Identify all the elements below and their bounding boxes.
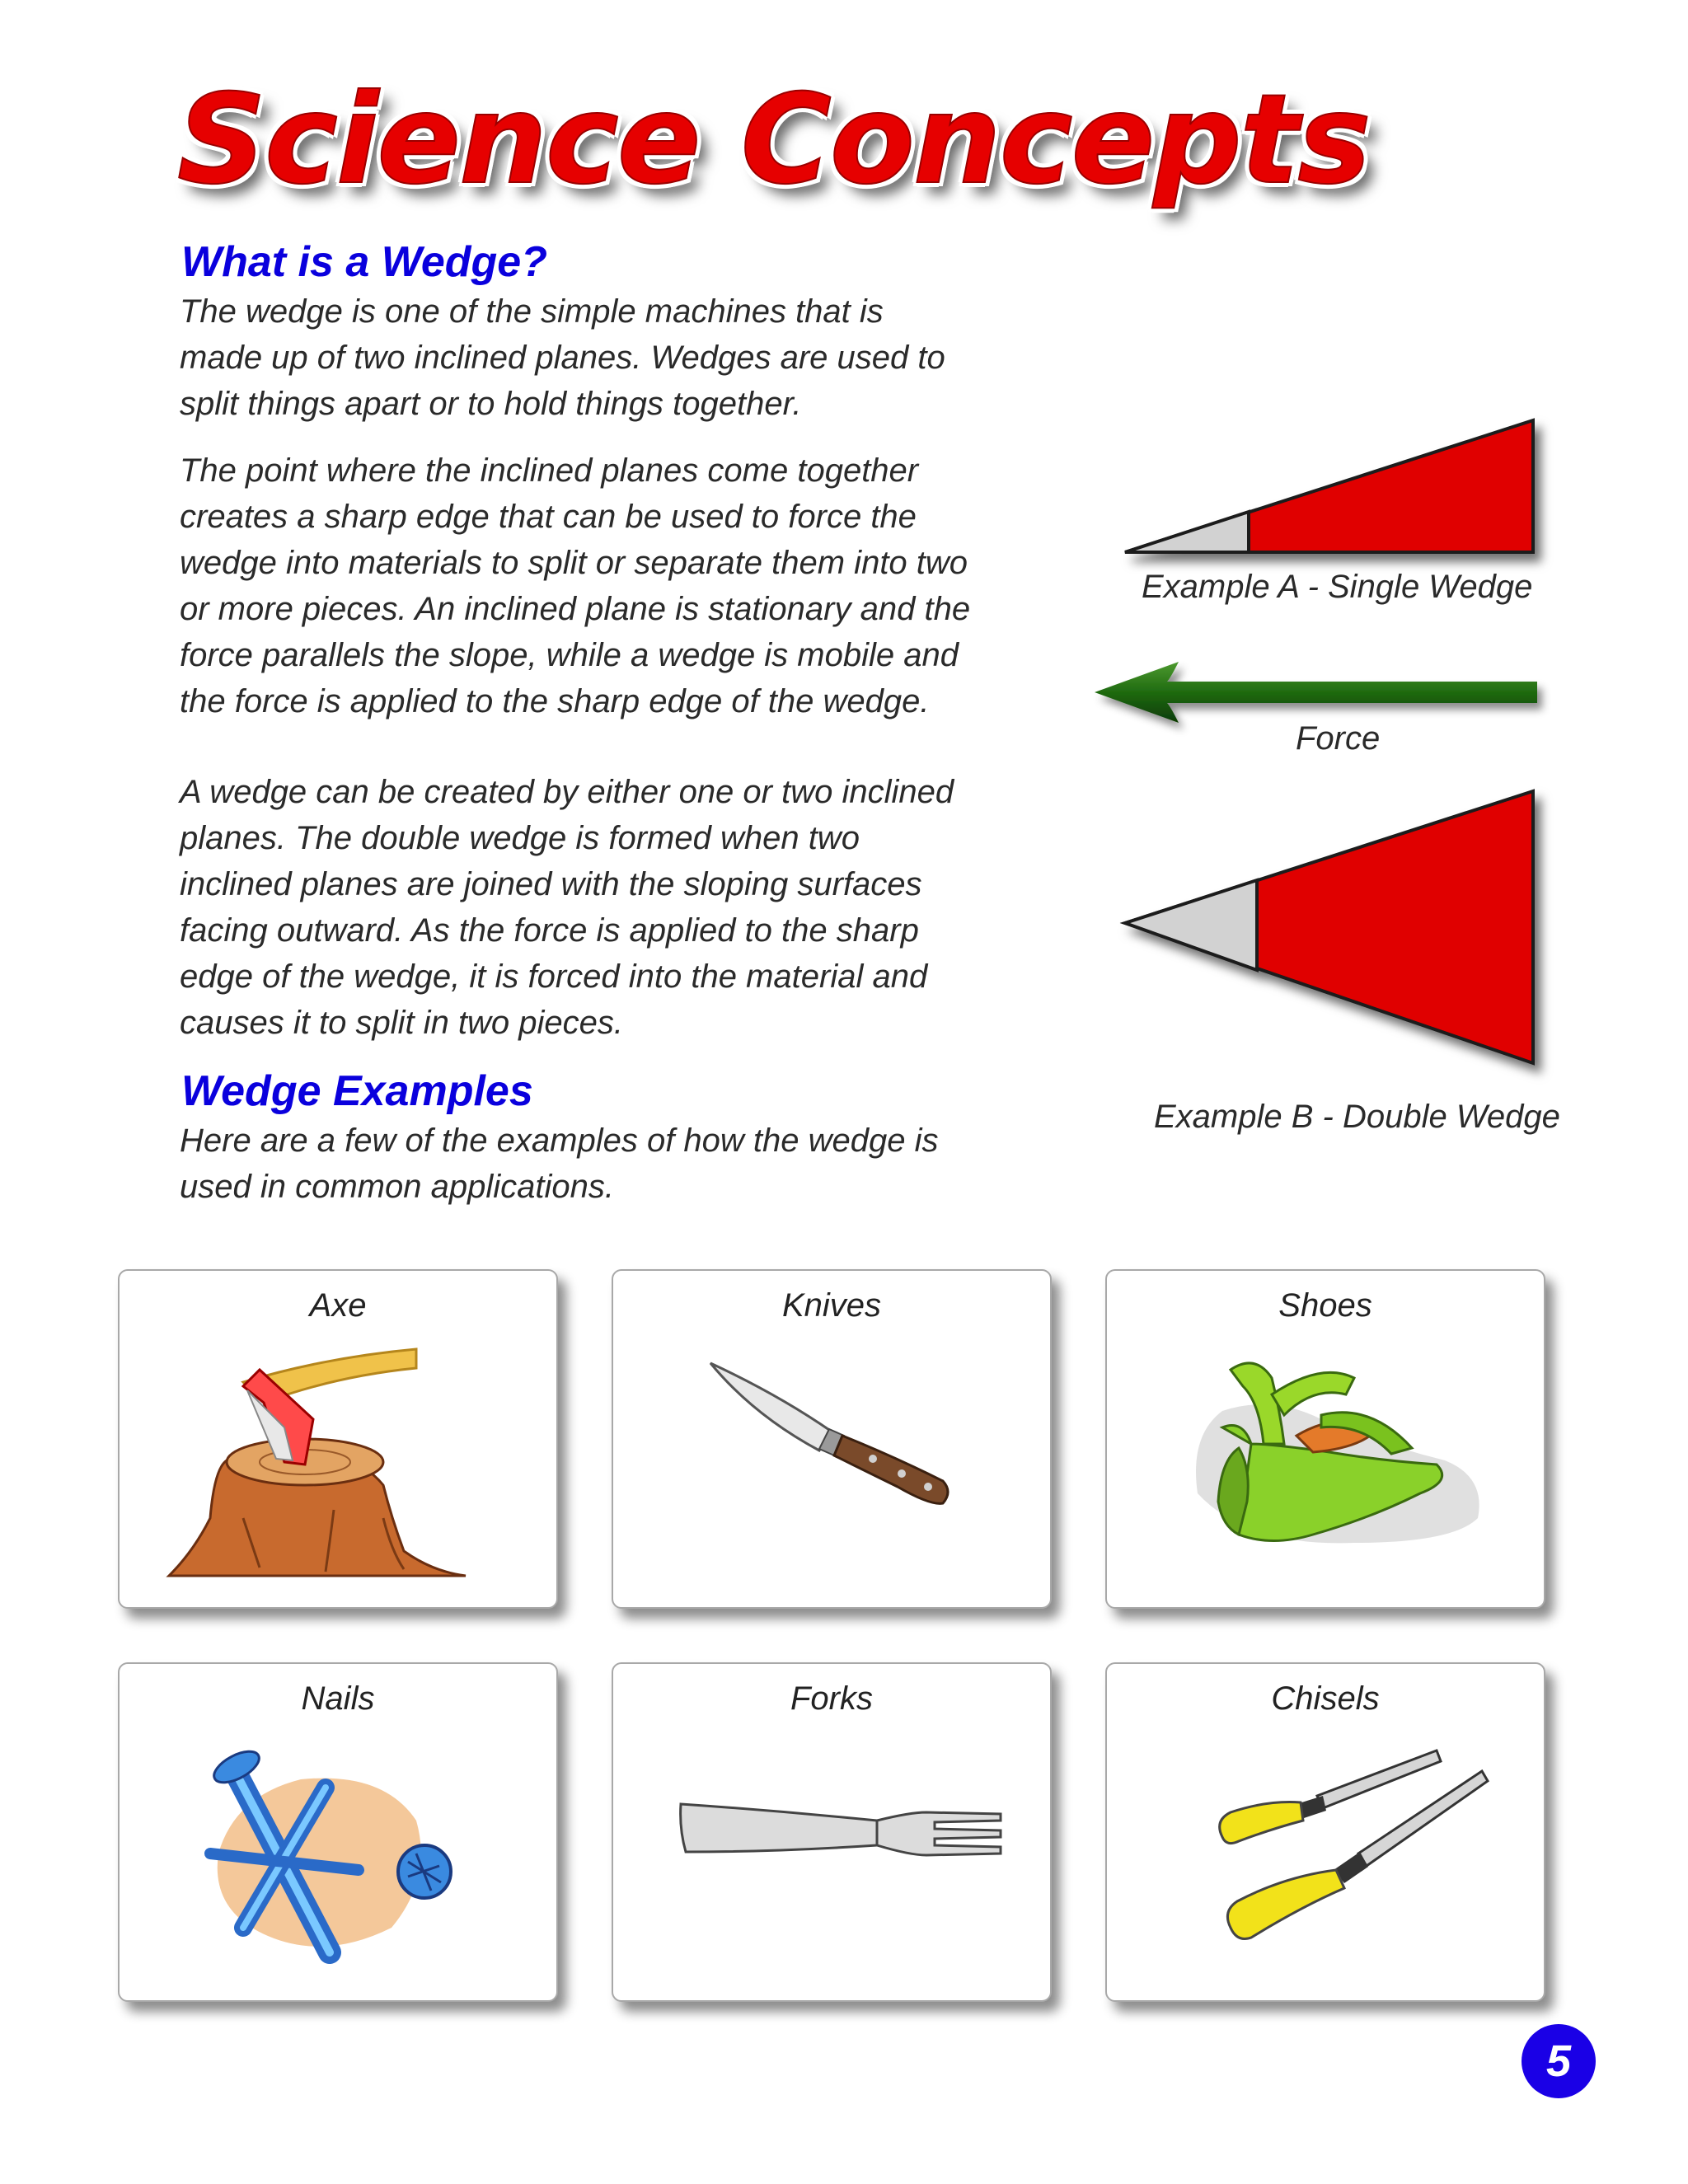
example-card-chisels: [1105, 1662, 1545, 2002]
example-card-shoes: [1105, 1269, 1545, 1609]
axe-icon: [120, 1271, 560, 1610]
single-wedge-diagram: [1104, 404, 1550, 569]
card-label: Knives: [781, 1287, 882, 1324]
fork-icon: [613, 1664, 1053, 2004]
example-card-nails: [118, 1662, 558, 2002]
wedge-shoe-icon: [1107, 1271, 1547, 1610]
what-is-wedge-heading: What is a Wedge?: [181, 238, 547, 286]
card-label: Shoes: [1278, 1287, 1372, 1324]
page-title: Science Concepts: [177, 68, 1370, 212]
force-caption: Force: [1296, 720, 1381, 757]
example-card-knives: [612, 1269, 1052, 1609]
wedge-examples-heading: Wedge Examples: [181, 1067, 533, 1115]
wedge-examples-intro: Here are a few of the examples of how the wedge is used in common applications.: [180, 1122, 939, 1205]
wedge-edge-paragraph: The point where the inclined planes come together creates a sharp edge that can be used to force the wedge into materials to split or separate them into two or more pieces. An inclined plane is stationary and the force parallels the slope, while a wedge is mobile and the force is applied to the sharp edge of the wedge.: [180, 452, 971, 719]
single-wedge-caption: Example A - Single Wedge: [1142, 569, 1533, 605]
double-wedge-paragraph: A wedge can be created by either one or two inclined planes. The double wedge is formed when two inclined planes are joined with the sloping surfaces facing outward. As the force is applied to the sharp edge of the wedge, it is forced into the material and causes it to split in two pieces.: [180, 774, 954, 1041]
wedge-intro-paragraph: The wedge is one of the simple machines that is made up of two inclined planes. Wedges are used to split things apart or to hold things together.: [180, 293, 945, 422]
double-wedge-diagram: [1104, 779, 1550, 1076]
chisels-icon: [1107, 1664, 1547, 2004]
force-arrow-icon: [1088, 655, 1550, 729]
example-card-forks: [612, 1662, 1052, 2002]
example-card-axe: [118, 1269, 558, 1609]
card-label: Axe: [309, 1287, 367, 1324]
card-label: Forks: [790, 1680, 873, 1717]
card-label: Nails: [301, 1680, 375, 1717]
knife-icon: [613, 1271, 1053, 1610]
nails-icon: [120, 1664, 560, 2004]
double-wedge-caption: Example B - Double Wedge: [1154, 1099, 1560, 1135]
card-label: Chisels: [1271, 1680, 1380, 1717]
page-number-badge: 5: [1522, 2024, 1596, 2098]
